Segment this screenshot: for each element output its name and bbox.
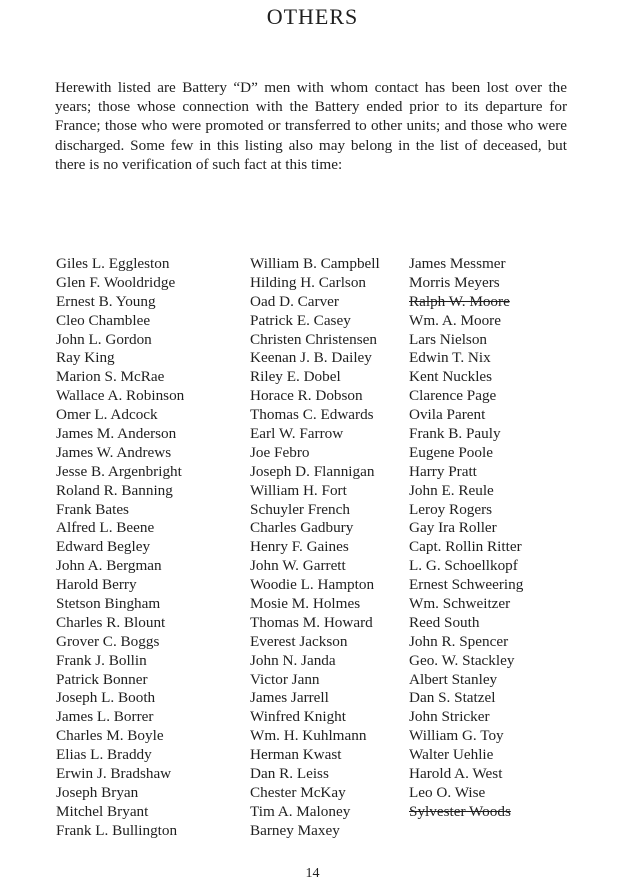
name-entry: Reed South: [409, 613, 480, 631]
name-entry: Kent Nuckles: [409, 368, 493, 386]
name-entry: Woodie L. Hampton: [250, 576, 375, 594]
name-entry: Gay Ira Roller: [409, 519, 497, 537]
name-entry: John Stricker: [409, 708, 490, 726]
name-entry: John R. Spencer: [409, 632, 509, 650]
page-title: OTHERS: [266, 4, 359, 29]
name-entry: Edwin T. Nix: [409, 349, 491, 367]
name-entry: Alfred L. Beene: [56, 519, 155, 537]
names-column-3: [409, 255, 523, 822]
name-entry: Oad D. Carver: [250, 292, 339, 310]
names-column-2: [250, 255, 380, 841]
name-entry: Harold Berry: [56, 576, 137, 594]
name-entry: Frank J. Bollin: [56, 651, 147, 669]
name-entry: Joseph L. Booth: [56, 689, 156, 707]
name-entry: Keenan J. B. Dailey: [250, 349, 372, 367]
name-entry: James Jarrell: [250, 689, 329, 707]
name-entry: Giles L. Eggleston: [56, 255, 170, 272]
name-entry: Patrick Bonner: [56, 670, 148, 688]
intro-paragraph: Herewith listed are Battery “D” men with whom contact has been lost over the years; those whose connection with the Battery ended prior to its departure for France; those who were promoted or transferred to other units; and those who were discharged. Some few in this listing also may belong in the list of deceased, but there is no verification of such fact at this time:: [55, 79, 567, 173]
name-entry: Wm. H. Kuhlmann: [250, 727, 367, 745]
name-entry: Horace R. Dobson: [250, 387, 363, 405]
name-entry: James L. Borrer: [56, 708, 154, 726]
name-entry: Walter Uehlie: [409, 746, 494, 764]
name-entry: Lars Nielson: [409, 330, 488, 348]
name-entry: Frank L. Bullington: [56, 821, 178, 839]
name-entry: Capt. Rollin Ritter: [409, 538, 522, 556]
name-entry: Joseph Bryan: [56, 783, 139, 801]
name-entry: Edward Begley: [56, 538, 151, 556]
name-entry: Herman Kwast: [250, 746, 342, 764]
name-entry: Leroy Rogers: [409, 500, 493, 518]
name-entry: Elias L. Braddy: [56, 746, 152, 764]
name-entry: Wm. A. Moore: [409, 311, 501, 329]
name-entry: Leo O. Wise: [409, 783, 486, 801]
name-entry: Thomas C. Edwards: [250, 406, 374, 424]
name-entry: Jesse B. Argenbright: [56, 462, 182, 480]
name-entry: Joe Febro: [250, 443, 310, 461]
name-entry: Frank Bates: [56, 500, 129, 518]
name-entry: Frank B. Pauly: [409, 425, 501, 443]
name-entry: John E. Reule: [409, 481, 494, 499]
name-entry: Wm. Schweitzer: [409, 595, 511, 613]
name-entry: Ralph W. Moore: [409, 292, 510, 310]
name-entry: Harold A. West: [409, 765, 503, 783]
name-entry: Joseph D. Flannigan: [250, 462, 375, 480]
name-entry: Tim A. Maloney: [250, 802, 351, 820]
name-entry: Grover C. Boggs: [56, 632, 160, 650]
name-entry: Roland R. Banning: [56, 481, 173, 499]
name-entry: Christen Christensen: [250, 330, 377, 348]
name-entry: Dan S. Statzel: [409, 689, 496, 707]
name-entry: James M. Anderson: [56, 425, 177, 443]
name-entry: James W. Andrews: [56, 443, 172, 461]
name-entry: Glen F. Wooldridge: [56, 273, 176, 291]
name-entry: Henry F. Gaines: [250, 538, 349, 556]
name-entry: James Messmer: [409, 255, 506, 272]
name-entry: Winfred Knight: [250, 708, 346, 726]
name-entry: Albert Stanley: [409, 670, 498, 688]
name-entry: Geo. W. Stackley: [409, 651, 515, 669]
name-entry: Clarence Page: [409, 387, 497, 405]
name-entry: Ernest B. Young: [56, 292, 156, 310]
name-entry: Mosie M. Holmes: [250, 595, 361, 613]
name-entry: Cleo Chamblee: [56, 311, 151, 329]
name-entry: John A. Bergman: [56, 557, 162, 575]
name-entry: Morris Meyers: [409, 273, 500, 291]
names-column-1: [56, 255, 184, 841]
name-entry: Charles Gadbury: [250, 519, 354, 537]
name-entry: Riley E. Dobel: [250, 368, 341, 386]
name-entry: John W. Garrett: [250, 557, 346, 575]
name-entry: Erwin J. Bradshaw: [56, 765, 172, 783]
name-entry: John L. Gordon: [56, 330, 152, 348]
name-entry: Eugene Poole: [409, 443, 493, 461]
name-entry: Chester McKay: [250, 783, 346, 801]
name-entry: Victor Jann: [250, 670, 320, 688]
name-entry: L. G. Schoellkopf: [409, 557, 518, 575]
name-entry: John N. Janda: [250, 651, 336, 669]
name-entry: Ray King: [56, 349, 115, 367]
name-entry: Charles M. Boyle: [56, 727, 164, 745]
name-entry: Patrick E. Casey: [250, 311, 351, 329]
name-entry: Harry Pratt: [409, 462, 477, 480]
name-entry: Earl W. Farrow: [250, 425, 344, 443]
name-entry: Barney Maxey: [250, 821, 340, 839]
name-entry: Everest Jackson: [250, 632, 348, 650]
name-entry: Charles R. Blount: [56, 613, 166, 631]
name-entry: Mitchel Bryant: [56, 802, 149, 820]
name-entry: Stetson Bingham: [56, 595, 161, 613]
page-number: 14: [305, 866, 320, 881]
name-entry: Ernest Schweering: [409, 576, 524, 594]
name-entry: Schuyler French: [250, 500, 350, 518]
name-entry: Thomas M. Howard: [250, 613, 373, 631]
name-entry: Sylvester Woods: [409, 802, 511, 820]
name-entry: Wallace A. Robinson: [56, 387, 185, 405]
name-entry: Omer L. Adcock: [56, 406, 158, 424]
name-entry: William B. Campbell: [250, 255, 380, 272]
name-entry: William G. Toy: [409, 727, 504, 745]
name-entry: Marion S. McRae: [56, 368, 165, 386]
name-entry: Dan R. Leiss: [250, 765, 329, 783]
name-entry: Ovila Parent: [409, 406, 486, 424]
name-entry: Hilding H. Carlson: [250, 273, 367, 291]
name-entry: William H. Fort: [250, 481, 347, 499]
